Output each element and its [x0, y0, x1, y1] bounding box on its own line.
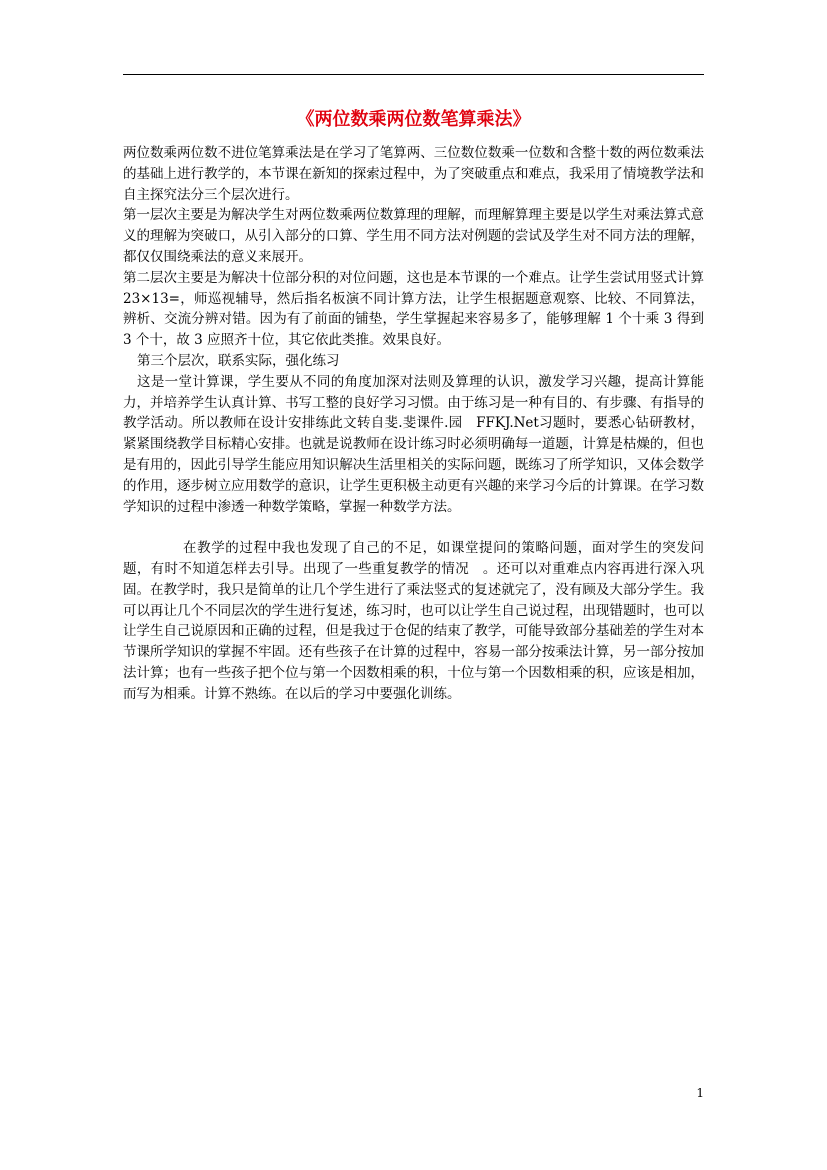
blank-line	[123, 517, 704, 538]
paragraph-second-level: 第二层次主要是为解决十位部分积的对位问题，这也是本节课的一个难点。让学生尝试用竖式计算 23×13=，师巡视辅导，然后指名板演不同计算方法，让学生根据题意观察、比较、不同算法，辨析、交流分辨对错。因为有了前面的铺垫，学生掌握起来容易多了，能够理解 1 个十乘 3 得到 3 个十，故 3 应照齐十位，其它依此类推。效果良好。	[123, 269, 704, 349]
paragraph-first-level: 第一层次主要是为解决学生对两位数乘两位数算理的理解，而理解算理主要是以学生对乘法算式意义的理解为突破口，从引入部分的口算、学生用不同方法对例题的尝试及学生对不同方法的理解，都仅仅围绕乘法的意义来展开。	[123, 207, 704, 265]
paragraph-reflection: 在教学的过程中我也发现了自己的不足，如课堂提问的策略问题，面对学生的突发问题，有时不知道怎样去引导。出现了一些重复教学的情况 。还可以对重难点内容再进行深入巩固。在教学时，我只是简单的让几个学生进行了乘法竖式的复述就完了，没有顾及大部分学生。我可以再让几个不同层次的学生进行复述，练习时，也可以让学生自己说过程，出现错题时，也可以让学生自己说原因和正确的过程，但是我过于仓促的结束了教学，可能导致部分基础差的学生对本节课所学知识的掌握不牢固。还有些孩子在计算的过程中，容易一部分按乘法计算，另一部分按加法计算；也有一些孩子把个位与第一个因数相乘的积，十位与第一个因数相乘的积，应该是相加，而写为相乘。计算不熟练。在以后的学习中要强化训练。	[123, 540, 704, 702]
paragraph-practice: 这是一堂计算课，学生要从不同的角度加深对法则及算理的认识，激发学习兴趣，提高计算能力，并培养学生认真计算、书写工整的良好学习习惯。由于练习是一种有目的、有步骤、有指导的教学活动。所以教师在设计安排练此文转自斐.斐课件.园 FFKJ.Net习题时，要悉心钻研教材，紧紧围绕教学目标精心安排。也就是说教师在设计练习时必须明确每一道题，计算是枯燥的，但也是有用的，因此引导学生能应用知识解决生活里相关的实际问题，既练习了所学知识，又体会数学的作用，逐步树立应用数学的意识，让学生更积极主动更有兴趣的来学习今后的计算课。在学习数学知识的过程中渗透一种数学策略，掌握一种数学方法。	[123, 373, 704, 515]
document-title: 《两位数乘两位数笔算乘法》	[296, 109, 531, 130]
paragraph-third-level-heading: 第三个层次，联系实际，强化练习	[137, 352, 340, 369]
document-body	[123, 143, 704, 705]
header-rule	[123, 74, 704, 75]
paragraph-intro: 两位数乘两位数不进位笔算乘法是在学习了笔算两、三位数位数乘一位数和含整十数的两位数乘法的基础上进行教学的，本节课在新知的探索过程中，为了突破重点和难点，我采用了情境教学法和自主探究法分三个层次进行。	[123, 145, 704, 203]
page-number: 1	[696, 1086, 704, 1100]
